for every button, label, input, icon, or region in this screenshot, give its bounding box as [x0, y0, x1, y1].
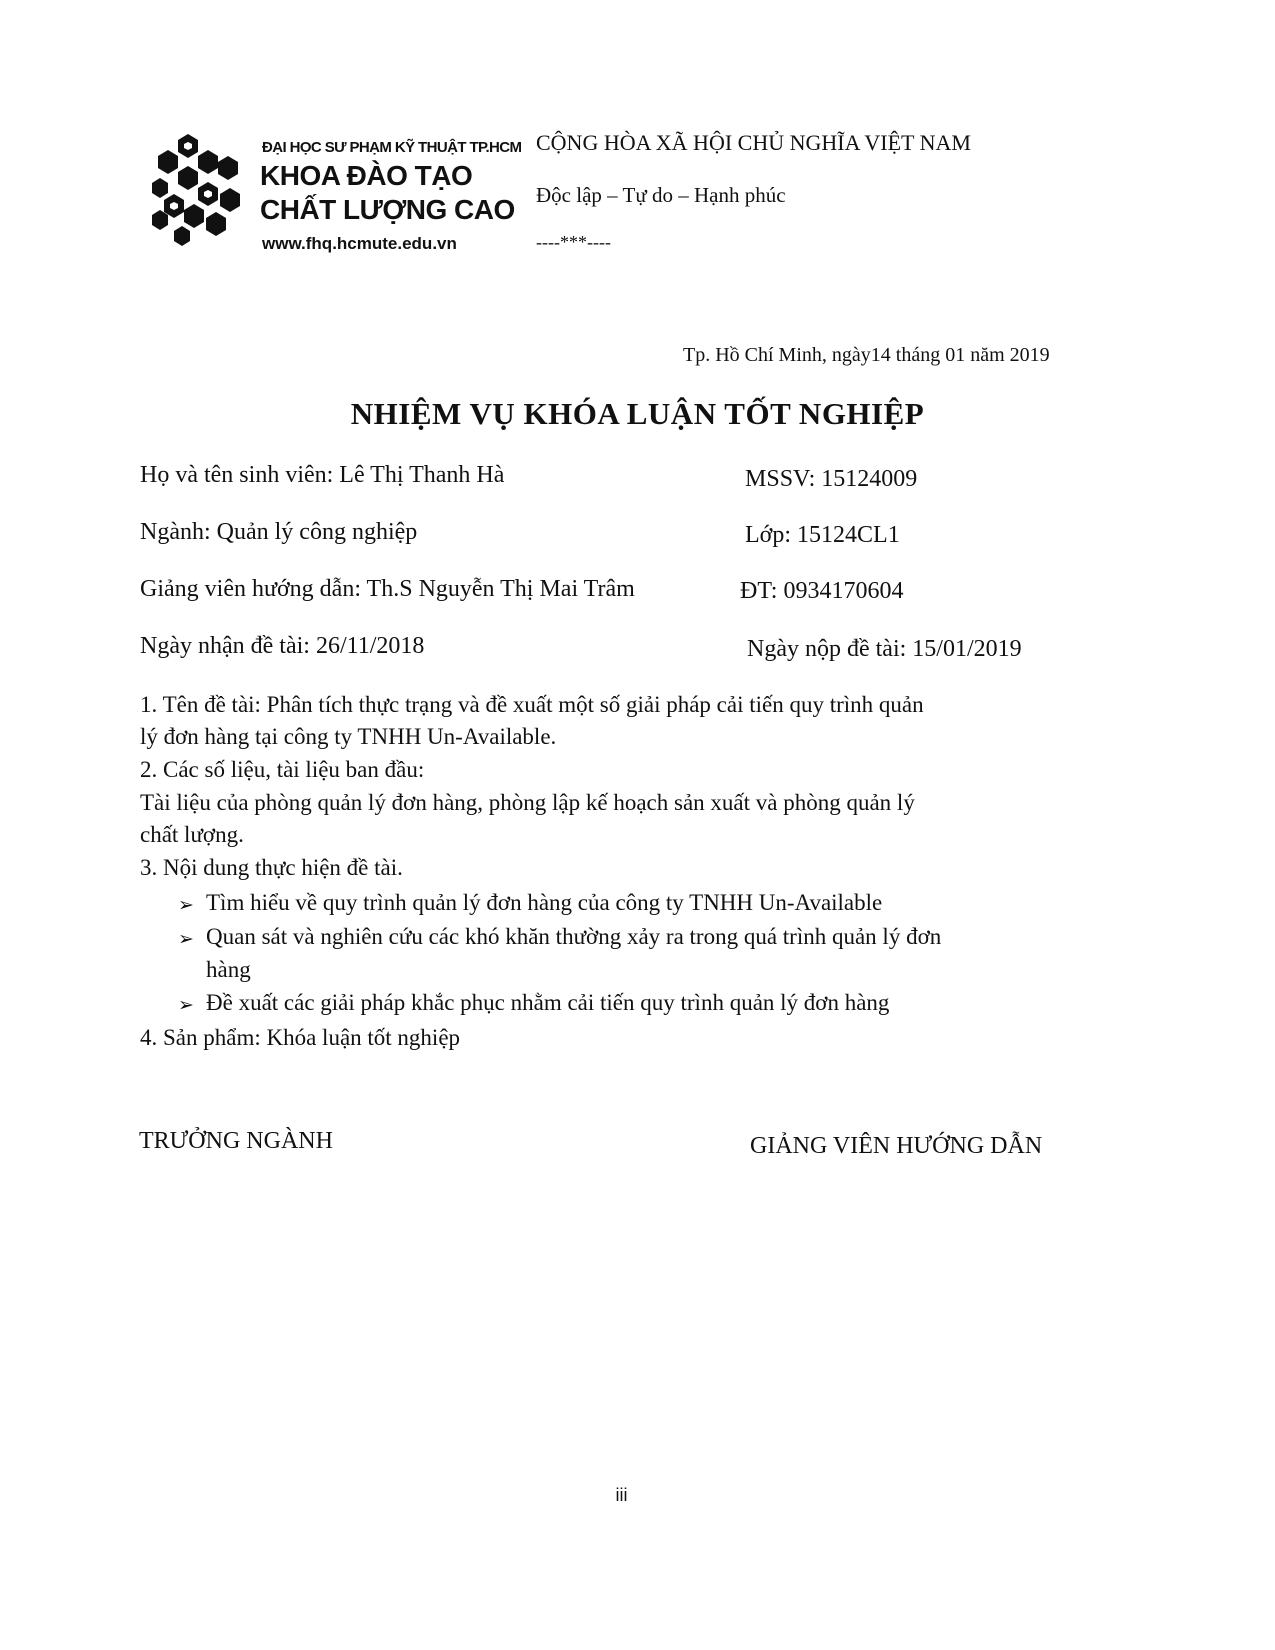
- student-id: MSSV: 15124009: [745, 466, 918, 492]
- class: Lớp: 15124CL1: [745, 522, 900, 548]
- signature-advisor: GIẢNG VIÊN HƯỚNG DẪN: [750, 1133, 1043, 1159]
- advisor: Giảng viên hướng dẫn: Th.S Nguyễn Thị Mai Trâm: [140, 576, 635, 602]
- bullet-1: Tìm hiểu về quy trình quản lý đơn hàng của công ty TNHH Un-Available: [206, 890, 883, 915]
- bullet-arrow-icon: ➢: [178, 929, 194, 950]
- national-motto: Độc lập – Tự do – Hạnh phúc: [536, 183, 786, 207]
- bullet-2-line1: Quan sát và nghiên cứu các khó khăn thường xảy ra trong quá trình quản lý đơn: [206, 924, 942, 949]
- section-2-line1: Tài liệu của phòng quản lý đơn hàng, phòng lập kế hoạch sản xuất và phòng quản lý: [140, 790, 915, 815]
- section-2-line2: chất lượng.: [140, 822, 244, 847]
- signature-head-of-major: TRƯỞNG NGÀNH: [139, 1128, 333, 1154]
- bullet-3: Đề xuất các giải pháp khắc phục nhằm cải tiến quy trình quản lý đơn hàng: [206, 990, 890, 1015]
- section-1-line2: lý đơn hàng tại công ty TNHH Un-Available.: [140, 724, 557, 749]
- bullet-2-line2: hàng: [206, 957, 251, 982]
- faculty-name-line2: CHẤT LƯỢNG CAO: [260, 194, 515, 225]
- section-4: 4. Sản phẩm: Khóa luận tốt nghiệp: [140, 1025, 461, 1050]
- date-received: Ngày nhận đề tài: 26/11/2018: [140, 633, 425, 659]
- faculty-website: www.fhq.hcmute.edu.vn: [262, 234, 457, 253]
- bullet-arrow-icon: ➢: [178, 895, 194, 916]
- faculty-logo: [150, 132, 242, 250]
- national-title: CỘNG HÒA XÃ HỘI CHỦ NGHĨA VIỆT NAM: [536, 130, 971, 155]
- faculty-name-line1: KHOA ĐÀO TẠO: [260, 160, 473, 191]
- page-number: iii: [615, 1485, 628, 1505]
- bullet-arrow-icon: ➢: [178, 995, 194, 1016]
- section-3-title: 3. Nội dung thực hiện đề tài.: [140, 855, 403, 880]
- date-submitted: Ngày nộp đề tài: 15/01/2019: [747, 636, 1022, 662]
- page-title: NHIỆM VỤ KHÓA LUẬN TỐT NGHIỆP: [350, 396, 925, 431]
- student-name: Họ và tên sinh viên: Lê Thị Thanh Hà: [140, 462, 505, 488]
- section-1-line1: 1. Tên đề tài: Phân tích thực trạng và đề xuất một số giải pháp cải tiến quy trình quản: [140, 692, 924, 717]
- national-separator: ----***----: [536, 232, 611, 252]
- university-name: ĐẠI HỌC SƯ PHẠM KỸ THUẬT TP.HCM: [262, 139, 522, 156]
- date-line: Tp. Hồ Chí Minh, ngày14 tháng 01 năm 2019: [683, 344, 1050, 366]
- advisor-phone: ĐT: 0934170604: [740, 578, 904, 604]
- major: Ngành: Quản lý công nghiệp: [140, 519, 418, 545]
- section-2-title: 2. Các số liệu, tài liệu ban đầu:: [140, 757, 425, 782]
